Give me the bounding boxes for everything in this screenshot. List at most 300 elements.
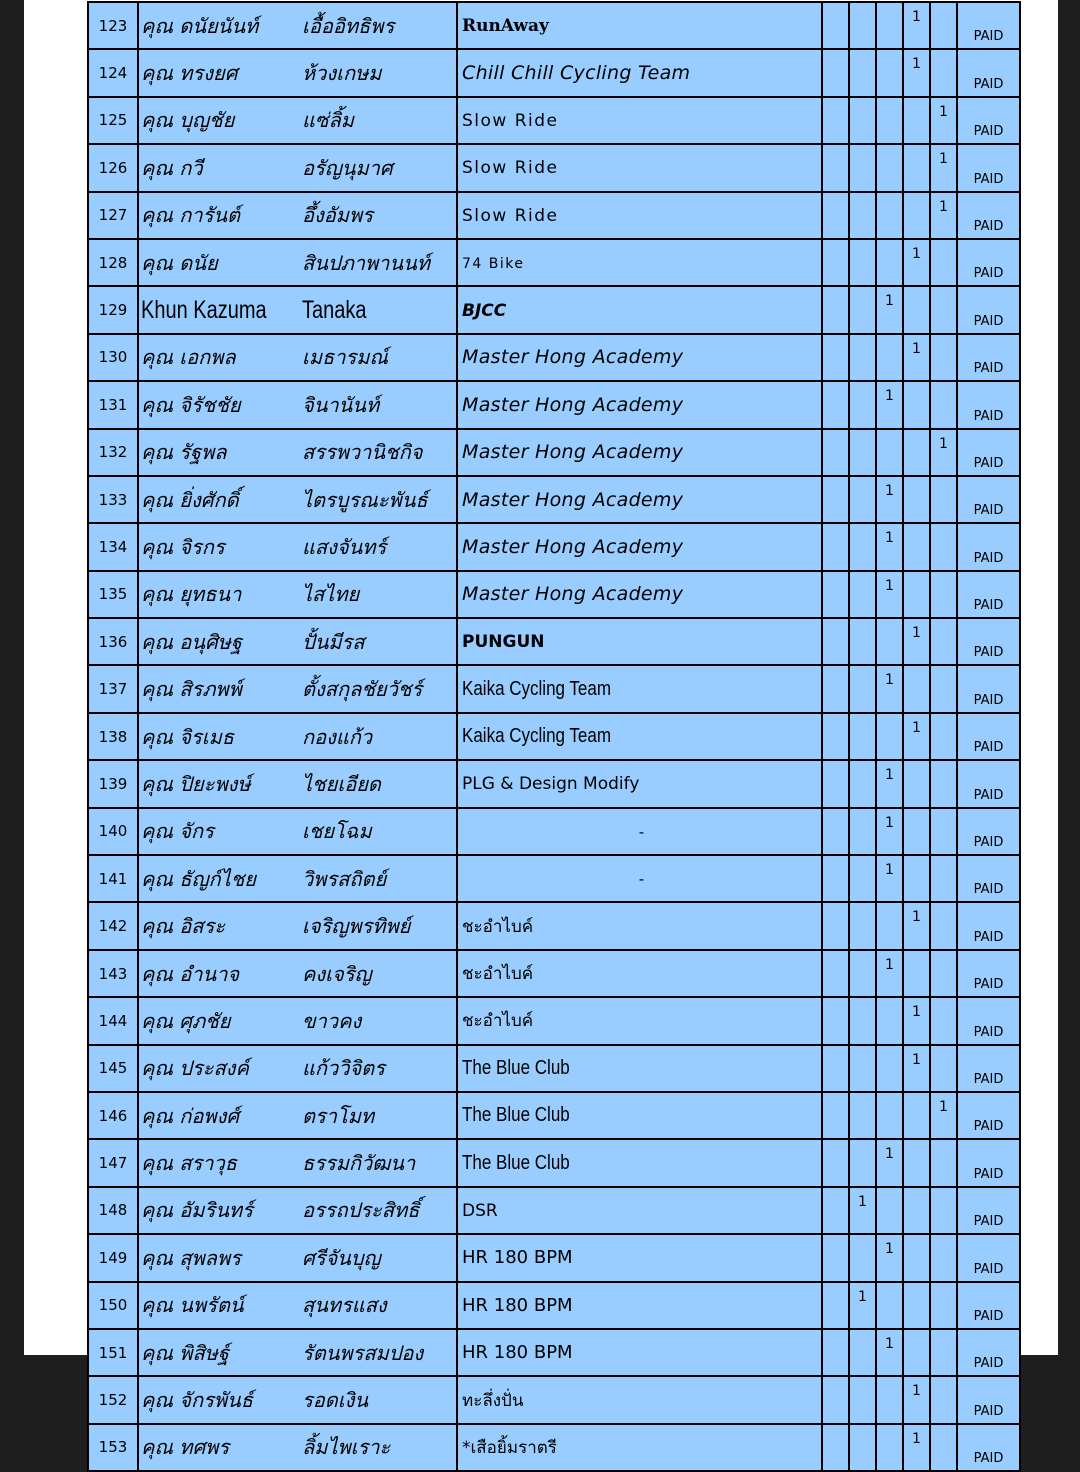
first-name: คุณ อัมรินทร์ — [138, 1187, 300, 1234]
payment-status: PAID — [957, 286, 1020, 333]
team-name-text: - — [638, 822, 645, 841]
category-mark-3 — [876, 97, 903, 144]
first-name: คุณ ยุทธนา — [138, 571, 300, 618]
category-mark-4 — [903, 950, 930, 997]
table-row — [88, 1424, 1020, 1471]
category-mark-2 — [849, 476, 876, 523]
table-row — [88, 571, 1020, 618]
category-mark-3 — [876, 902, 903, 949]
team-name — [457, 1092, 822, 1139]
category-mark-3 — [876, 239, 903, 286]
last-name: ตราโมท — [300, 1092, 457, 1139]
category-mark-2 — [849, 760, 876, 807]
last-name: ขาวคง — [300, 997, 457, 1044]
last-name: คงเจริญ — [300, 950, 457, 997]
category-mark-5 — [930, 1187, 957, 1234]
row-number: 145 — [88, 1045, 138, 1092]
payment-status: PAID — [957, 571, 1020, 618]
category-mark-5 — [930, 1329, 957, 1376]
first-name: คุณ สราวุธ — [138, 1139, 300, 1186]
category-mark-4 — [903, 523, 930, 570]
table-row — [88, 2, 1020, 49]
payment-status: PAID — [957, 665, 1020, 712]
row-number: 127 — [88, 192, 138, 239]
category-mark-2 — [849, 665, 876, 712]
category-mark-5: 1 — [930, 192, 957, 239]
payment-status: PAID — [957, 760, 1020, 807]
last-name: จินานันท์ — [300, 381, 457, 428]
category-mark-4 — [903, 1139, 930, 1186]
team-name-text: ชะอำไบค์ — [462, 964, 534, 984]
row-number: 146 — [88, 1092, 138, 1139]
category-mark-4 — [903, 192, 930, 239]
row-number: 148 — [88, 1187, 138, 1234]
category-mark-2 — [849, 381, 876, 428]
category-mark-4 — [903, 429, 930, 476]
team-name-text: The Blue Club — [462, 1056, 570, 1079]
team-name — [457, 808, 822, 855]
category-mark-4 — [903, 1092, 930, 1139]
first-name: คุณ จิรัชชัย — [138, 381, 300, 428]
team-name — [457, 2, 822, 49]
table-row — [88, 144, 1020, 191]
category-mark-1 — [822, 902, 849, 949]
category-mark-1 — [822, 239, 849, 286]
team-name-text: Master Hong Academy — [462, 346, 684, 369]
category-mark-5 — [930, 1282, 957, 1329]
category-mark-5 — [930, 1424, 957, 1471]
category-mark-4 — [903, 665, 930, 712]
team-name — [457, 1424, 822, 1471]
last-name: เอื้ออิทธิพร — [300, 2, 457, 49]
last-name: อรรถประสิทธิ์ — [300, 1187, 457, 1234]
category-mark-4 — [903, 97, 930, 144]
table-row — [88, 1092, 1020, 1139]
row-number: 138 — [88, 713, 138, 760]
table-row — [88, 1282, 1020, 1329]
last-name: วิพรสถิตย์ — [300, 855, 457, 902]
team-name-text: ชะอำไบค์ — [462, 1011, 534, 1032]
category-mark-2 — [849, 713, 876, 760]
category-mark-2 — [849, 1092, 876, 1139]
category-mark-3 — [876, 1282, 903, 1329]
last-name: ห้วงเกษม — [300, 49, 457, 96]
category-mark-2 — [849, 334, 876, 381]
category-mark-2: 1 — [849, 1187, 876, 1234]
category-mark-2 — [849, 523, 876, 570]
category-mark-5 — [930, 334, 957, 381]
category-mark-4 — [903, 1282, 930, 1329]
table-row — [88, 1376, 1020, 1423]
table-row — [88, 950, 1020, 997]
first-name-text: Khun Kazuma — [141, 295, 267, 324]
category-mark-1 — [822, 1376, 849, 1423]
category-mark-3 — [876, 1376, 903, 1423]
payment-status: PAID — [957, 1376, 1020, 1423]
payment-status: PAID — [957, 902, 1020, 949]
first-name: คุณ อนุศิษฐ — [138, 618, 300, 665]
category-mark-5 — [930, 49, 957, 96]
category-mark-2 — [849, 571, 876, 618]
category-mark-5 — [930, 2, 957, 49]
category-mark-4 — [903, 144, 930, 191]
category-mark-4: 1 — [903, 713, 930, 760]
category-mark-1 — [822, 429, 849, 476]
payment-status: PAID — [957, 1045, 1020, 1092]
category-mark-2 — [849, 1045, 876, 1092]
team-name — [457, 571, 822, 618]
category-mark-4: 1 — [903, 618, 930, 665]
category-mark-3 — [876, 1187, 903, 1234]
team-name — [457, 760, 822, 807]
category-mark-2: 1 — [849, 1282, 876, 1329]
team-name — [457, 713, 822, 760]
row-number: 128 — [88, 239, 138, 286]
row-number: 152 — [88, 1376, 138, 1423]
document-page — [24, 0, 1058, 1467]
category-mark-2 — [849, 144, 876, 191]
team-name — [457, 192, 822, 239]
payment-status: PAID — [957, 1282, 1020, 1329]
row-number: 130 — [88, 334, 138, 381]
team-name-text: PUNGUN — [462, 632, 545, 653]
last-name: ธรรมกิวัฒนา — [300, 1139, 457, 1186]
row-number: 153 — [88, 1424, 138, 1471]
category-mark-2 — [849, 902, 876, 949]
row-number: 124 — [88, 49, 138, 96]
registration-table — [87, 1, 1021, 1472]
category-mark-5 — [930, 1045, 957, 1092]
table-row — [88, 618, 1020, 665]
category-mark-1 — [822, 1424, 849, 1471]
table-row — [88, 997, 1020, 1044]
last-name: เชยโฉม — [300, 808, 457, 855]
payment-status: PAID — [957, 523, 1020, 570]
table-row — [88, 476, 1020, 523]
row-number: 137 — [88, 665, 138, 712]
category-mark-1 — [822, 808, 849, 855]
payment-status: PAID — [957, 855, 1020, 902]
category-mark-1 — [822, 618, 849, 665]
category-mark-2 — [849, 97, 876, 144]
category-mark-1 — [822, 476, 849, 523]
row-number: 131 — [88, 381, 138, 428]
payment-status: PAID — [957, 1139, 1020, 1186]
row-number: 134 — [88, 523, 138, 570]
category-mark-4 — [903, 855, 930, 902]
category-mark-2 — [849, 49, 876, 96]
payment-status: PAID — [957, 808, 1020, 855]
first-name: คุณ สุพลพร — [138, 1234, 300, 1281]
payment-status: PAID — [957, 429, 1020, 476]
category-mark-3: 1 — [876, 476, 903, 523]
team-name-text: ชะอำไบค์ — [462, 916, 534, 937]
row-number: 147 — [88, 1139, 138, 1186]
category-mark-2 — [849, 950, 876, 997]
team-name — [457, 855, 822, 902]
category-mark-5 — [930, 713, 957, 760]
first-name: คุณ นพรัตน์ — [138, 1282, 300, 1329]
category-mark-1 — [822, 1187, 849, 1234]
category-mark-2 — [849, 1234, 876, 1281]
last-name: ไตรบูรณะพันธ์ — [300, 476, 457, 523]
category-mark-5 — [930, 902, 957, 949]
category-mark-5 — [930, 760, 957, 807]
last-name: สรรพวานิชกิจ — [300, 429, 457, 476]
category-mark-3: 1 — [876, 1329, 903, 1376]
category-mark-3 — [876, 2, 903, 49]
team-name — [457, 286, 822, 333]
category-mark-3: 1 — [876, 1139, 903, 1186]
table-row — [88, 1329, 1020, 1376]
team-name-text: Chill Chill Cycling Team — [462, 62, 691, 85]
team-name — [457, 476, 822, 523]
category-mark-3 — [876, 1424, 903, 1471]
category-mark-4 — [903, 1187, 930, 1234]
category-mark-3 — [876, 144, 903, 191]
team-name — [457, 1139, 822, 1186]
table-row — [88, 334, 1020, 381]
category-mark-1 — [822, 381, 849, 428]
category-mark-3: 1 — [876, 286, 903, 333]
row-number: 142 — [88, 902, 138, 949]
first-name: คุณ ดนัย — [138, 239, 300, 286]
last-name: ตั้งสกุลชัยวัชร์ — [300, 665, 457, 712]
row-number: 151 — [88, 1329, 138, 1376]
category-mark-1 — [822, 713, 849, 760]
team-name — [457, 997, 822, 1044]
row-number: 125 — [88, 97, 138, 144]
team-name — [457, 49, 822, 96]
last-name: สินปภาพานนท์ — [300, 239, 457, 286]
category-mark-3: 1 — [876, 571, 903, 618]
table-row — [88, 713, 1020, 760]
first-name: คุณ สิรภพพ์ — [138, 665, 300, 712]
payment-status: PAID — [957, 192, 1020, 239]
category-mark-5 — [930, 618, 957, 665]
category-mark-3: 1 — [876, 523, 903, 570]
last-name-text: Tanaka — [302, 295, 367, 324]
team-name-text: Slow Ride — [462, 110, 559, 131]
first-name: คุณ จักรพันธ์ — [138, 1376, 300, 1423]
category-mark-3: 1 — [876, 381, 903, 428]
category-mark-5: 1 — [930, 97, 957, 144]
category-mark-5 — [930, 997, 957, 1044]
category-mark-5 — [930, 476, 957, 523]
category-mark-4: 1 — [903, 1424, 930, 1471]
category-mark-3: 1 — [876, 760, 903, 807]
table-row — [88, 239, 1020, 286]
team-name — [457, 144, 822, 191]
team-name — [457, 523, 822, 570]
category-mark-1 — [822, 523, 849, 570]
first-name: คุณ ยิ่งศักดิ์ — [138, 476, 300, 523]
row-number: 135 — [88, 571, 138, 618]
table-row — [88, 855, 1020, 902]
category-mark-4: 1 — [903, 902, 930, 949]
category-mark-1 — [822, 1282, 849, 1329]
last-name — [300, 286, 457, 333]
category-mark-1 — [822, 144, 849, 191]
category-mark-3 — [876, 192, 903, 239]
first-name: คุณ รัฐพล — [138, 429, 300, 476]
first-name: คุณ ทรงยศ — [138, 49, 300, 96]
team-name — [457, 429, 822, 476]
team-name-text: HR 180 BPM — [462, 1294, 573, 1316]
team-name — [457, 665, 822, 712]
last-name: กองแก้ว — [300, 713, 457, 760]
category-mark-1 — [822, 286, 849, 333]
row-number: 143 — [88, 950, 138, 997]
row-number: 129 — [88, 286, 138, 333]
payment-status: PAID — [957, 713, 1020, 760]
category-mark-5: 1 — [930, 1092, 957, 1139]
category-mark-5 — [930, 571, 957, 618]
category-mark-2 — [849, 808, 876, 855]
category-mark-5: 1 — [930, 144, 957, 191]
row-number: 140 — [88, 808, 138, 855]
row-number: 136 — [88, 618, 138, 665]
category-mark-2 — [849, 1329, 876, 1376]
table-row — [88, 902, 1020, 949]
first-name: คุณ พิสิษฐ์ — [138, 1329, 300, 1376]
team-name-text: - — [638, 870, 645, 889]
category-mark-1 — [822, 1139, 849, 1186]
category-mark-2 — [849, 618, 876, 665]
first-name: คุณ ประสงค์ — [138, 1045, 300, 1092]
team-name-text: The Blue Club — [462, 1104, 570, 1127]
category-mark-4 — [903, 381, 930, 428]
row-number: 141 — [88, 855, 138, 902]
category-mark-4 — [903, 1234, 930, 1281]
payment-status: PAID — [957, 144, 1020, 191]
last-name: ปั้นมีรส — [300, 618, 457, 665]
category-mark-4: 1 — [903, 2, 930, 49]
team-name — [457, 1234, 822, 1281]
category-mark-5 — [930, 665, 957, 712]
team-name-text: RunAway — [462, 16, 549, 37]
category-mark-1 — [822, 2, 849, 49]
last-name: ไสไทย — [300, 571, 457, 618]
category-mark-3 — [876, 334, 903, 381]
category-mark-4 — [903, 286, 930, 333]
category-mark-5 — [930, 1139, 957, 1186]
first-name: คุณ กวี — [138, 144, 300, 191]
table-row — [88, 523, 1020, 570]
team-name-text: Kaika Cycling Team — [462, 677, 611, 700]
payment-status: PAID — [957, 381, 1020, 428]
category-mark-2 — [849, 192, 876, 239]
payment-status: PAID — [957, 1187, 1020, 1234]
team-name — [457, 1282, 822, 1329]
last-name: อึ้งอัมพร — [300, 192, 457, 239]
payment-status: PAID — [957, 997, 1020, 1044]
category-mark-4: 1 — [903, 1045, 930, 1092]
category-mark-3: 1 — [876, 855, 903, 902]
category-mark-4 — [903, 1329, 930, 1376]
category-mark-2 — [849, 997, 876, 1044]
first-name: คุณ จักร — [138, 808, 300, 855]
category-mark-5: 1 — [930, 429, 957, 476]
last-name: อรัญนุมาศ — [300, 144, 457, 191]
last-name: ลิ้มไพเราะ — [300, 1424, 457, 1471]
category-mark-5 — [930, 1376, 957, 1423]
row-number: 144 — [88, 997, 138, 1044]
payment-status: PAID — [957, 1092, 1020, 1139]
team-name-text: DSR — [462, 1200, 498, 1221]
last-name: แสงจันทร์ — [300, 523, 457, 570]
category-mark-2 — [849, 1139, 876, 1186]
table-row — [88, 808, 1020, 855]
payment-status: PAID — [957, 1234, 1020, 1281]
last-name: เจริญพรทิพย์ — [300, 902, 457, 949]
category-mark-1 — [822, 1329, 849, 1376]
last-name: รอดเงิน — [300, 1376, 457, 1423]
category-mark-1 — [822, 1234, 849, 1281]
category-mark-3 — [876, 713, 903, 760]
category-mark-1 — [822, 1092, 849, 1139]
payment-status: PAID — [957, 2, 1020, 49]
team-name-text: Master Hong Academy — [462, 488, 684, 511]
category-mark-4: 1 — [903, 1376, 930, 1423]
category-mark-5 — [930, 808, 957, 855]
category-mark-5 — [930, 523, 957, 570]
category-mark-3 — [876, 49, 903, 96]
first-name: คุณ เอกพล — [138, 334, 300, 381]
team-name-text: PLG & Design Modify — [462, 774, 640, 795]
first-name: คุณ ก่อพงศ์ — [138, 1092, 300, 1139]
team-name — [457, 618, 822, 665]
team-name-text: Master Hong Academy — [462, 583, 684, 606]
category-mark-5 — [930, 381, 957, 428]
category-mark-4: 1 — [903, 997, 930, 1044]
team-name — [457, 1376, 822, 1423]
payment-status: PAID — [957, 1424, 1020, 1471]
first-name: คุณ อิสระ — [138, 902, 300, 949]
row-number: 126 — [88, 144, 138, 191]
table-row — [88, 1187, 1020, 1234]
category-mark-1 — [822, 997, 849, 1044]
category-mark-4 — [903, 476, 930, 523]
payment-status: PAID — [957, 239, 1020, 286]
category-mark-2 — [849, 239, 876, 286]
payment-status: PAID — [957, 1329, 1020, 1376]
category-mark-1 — [822, 855, 849, 902]
team-name-text: *เสือยิ้มราตรี — [462, 1437, 557, 1458]
category-mark-3: 1 — [876, 950, 903, 997]
row-number: 149 — [88, 1234, 138, 1281]
category-mark-1 — [822, 192, 849, 239]
category-mark-4 — [903, 760, 930, 807]
category-mark-5 — [930, 286, 957, 333]
first-name: คุณ ศุภชัย — [138, 997, 300, 1044]
category-mark-2 — [849, 2, 876, 49]
category-mark-1 — [822, 334, 849, 381]
first-name: คุณ ทศพร — [138, 1424, 300, 1471]
row-number: 133 — [88, 476, 138, 523]
table-row — [88, 760, 1020, 807]
first-name: คุณ บุญชัย — [138, 97, 300, 144]
last-name: แซ่ลิ้ม — [300, 97, 457, 144]
category-mark-3 — [876, 997, 903, 1044]
last-name: แก้ววิจิตร — [300, 1045, 457, 1092]
category-mark-4 — [903, 571, 930, 618]
category-mark-5 — [930, 855, 957, 902]
category-mark-3: 1 — [876, 665, 903, 712]
first-name: คุณ ดนัยนันท์ — [138, 2, 300, 49]
team-name-text: Kaika Cycling Team — [462, 725, 611, 748]
category-mark-1 — [822, 571, 849, 618]
